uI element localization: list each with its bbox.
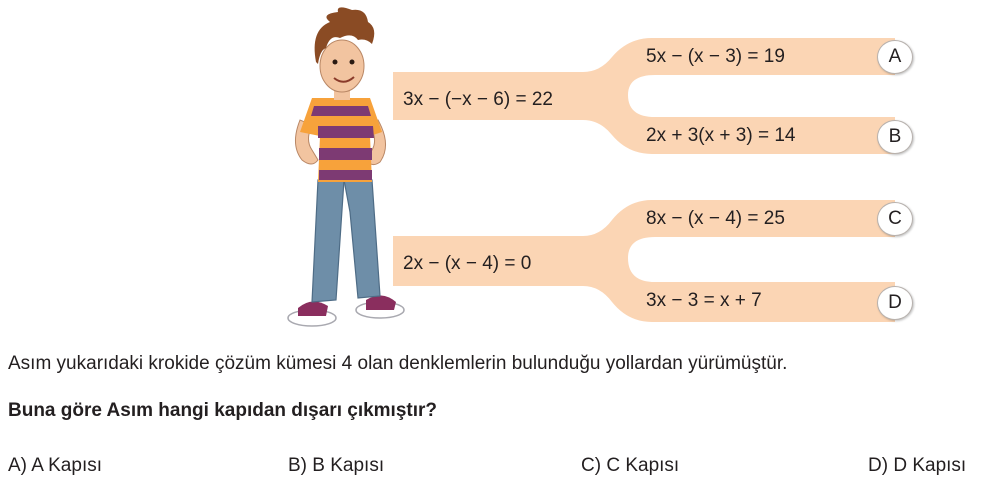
option-text: D Kapısı [893,455,967,476]
door-d: D [877,286,913,320]
option-a[interactable] [8,455,102,477]
door-c: C [877,202,913,236]
upper-start-equation: 3x − (−x − 6) = 22 [403,89,553,110]
door-b: B [877,120,913,154]
option-text: C Kapısı [606,455,680,476]
question-prompt: Buna göre Asım hangi kapıdan dışarı çıkmıştır? [8,400,438,421]
question-statement: Asım yukarıdaki krokide çözüm kümesi 4 olan denklemlerin bulunduğu yollardan yürümüştür. [8,353,788,374]
branch-d-equation: 3x − 3 = x + 7 [646,290,762,311]
branch-a-equation: 5x − (x − 3) = 19 [646,46,785,67]
option-letter: C) [581,455,602,476]
branch-c-equation: 8x − (x − 4) = 25 [646,208,785,229]
option-c[interactable] [581,455,679,477]
boy-character [288,7,404,326]
lower-start-equation: 2x − (x − 4) = 0 [403,253,532,274]
option-letter: B) [288,455,307,476]
option-letter: D) [868,455,889,476]
option-text: A Kapısı [31,455,103,476]
option-d[interactable] [868,455,966,477]
option-b[interactable] [288,455,384,477]
option-letter: A) [8,455,27,476]
door-a: A [877,40,913,74]
branch-b-equation: 2x + 3(x + 3) = 14 [646,125,796,146]
option-text: B Kapısı [312,455,385,476]
